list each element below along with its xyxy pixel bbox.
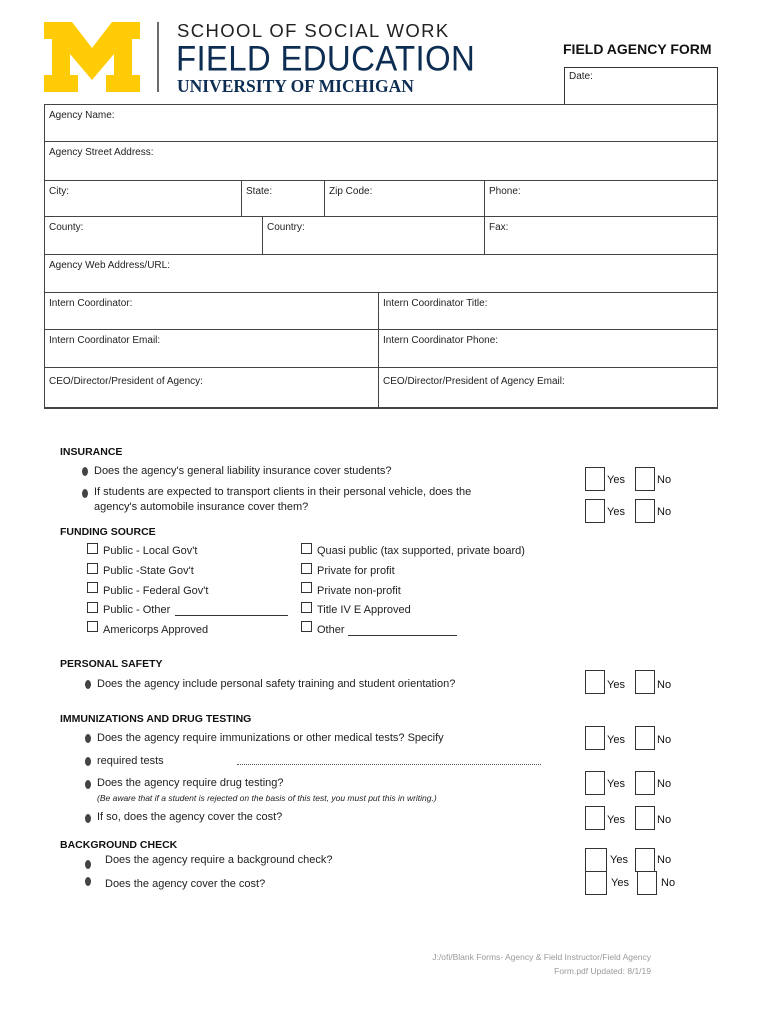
funding-nonprofit-checkbox[interactable] xyxy=(301,582,312,593)
zip-label: Zip Code: xyxy=(329,186,373,197)
public-other-line[interactable] xyxy=(175,615,288,616)
school-name: SCHOOL OF SOCIAL WORK xyxy=(177,20,450,41)
immunizations-q1: Does the agency require immunizations or other medical tests? Specify xyxy=(97,732,444,744)
drug-testing-q: Does the agency require drug testing? xyxy=(97,777,284,789)
funding-federal-checkbox[interactable] xyxy=(87,582,98,593)
bullet-icon xyxy=(85,680,91,689)
no-label: No xyxy=(657,814,672,826)
funding-state-checkbox[interactable] xyxy=(87,563,98,574)
immunizations-q1b: required tests xyxy=(97,755,164,767)
fax-label: Fax: xyxy=(489,222,509,233)
phone-label: Phone: xyxy=(489,186,521,197)
funding-private-profit-label: Private for profit xyxy=(317,565,395,577)
funding-state-label: Public -State Gov't xyxy=(103,565,194,577)
state-field[interactable] xyxy=(241,180,325,217)
web-address-label: Agency Web Address/URL: xyxy=(49,260,170,271)
insurance-q1-no-checkbox[interactable] xyxy=(635,467,655,491)
bullet-icon xyxy=(85,734,91,743)
funding-americorps-label: Americorps Approved xyxy=(103,624,209,636)
drug-testing-no-checkbox[interactable] xyxy=(635,771,655,795)
safety-q1: Does the agency include personal safety training and student orientation? xyxy=(97,678,456,690)
background-q2: Does the agency cover the cost? xyxy=(105,878,266,890)
bullet-icon xyxy=(85,814,91,823)
drug-cost-no-checkbox[interactable] xyxy=(635,806,655,830)
intern-coordinator-field[interactable] xyxy=(44,292,379,330)
state-label: State: xyxy=(246,186,273,197)
yes-label: Yes xyxy=(611,877,629,889)
bullet-icon xyxy=(85,860,91,869)
safety-title: PERSONAL SAFETY xyxy=(60,658,163,670)
drug-cost-q: If so, does the agency cover the cost? xyxy=(97,811,283,823)
safety-no-checkbox[interactable] xyxy=(635,670,655,694)
background-title: BACKGROUND CHECK xyxy=(60,839,178,851)
insurance-q2-no-checkbox[interactable] xyxy=(635,499,655,523)
background-q1: Does the agency require a background check? xyxy=(105,854,333,866)
insurance-q2a: If students are expected to transport clients in their personal vehicle, does the xyxy=(94,486,472,498)
funding-public-other-label: Public - Other xyxy=(103,604,171,616)
date-field[interactable] xyxy=(564,67,718,105)
yes-label: Yes xyxy=(607,679,625,691)
date-label: Date: xyxy=(569,71,593,82)
intern-coordinator-phone-field[interactable] xyxy=(378,329,718,368)
required-tests-line[interactable] xyxy=(237,764,541,765)
funding-titleive-checkbox[interactable] xyxy=(301,602,312,613)
bullet-icon xyxy=(82,467,88,476)
drug-testing-yes-checkbox[interactable] xyxy=(585,771,605,795)
yes-label: Yes xyxy=(607,506,625,518)
street-field[interactable] xyxy=(44,141,718,181)
funding-titleive-label: Title IV E Approved xyxy=(317,604,411,616)
fax-field[interactable] xyxy=(484,216,718,255)
funding-quasi-checkbox[interactable] xyxy=(301,543,312,554)
other-line[interactable] xyxy=(348,635,457,636)
agency-name-label: Agency Name: xyxy=(49,110,115,121)
intern-coordinator-phone-label: Intern Coordinator Phone: xyxy=(383,335,499,346)
insurance-q2-yes-checkbox[interactable] xyxy=(585,499,605,523)
agency-name-field[interactable] xyxy=(44,104,718,142)
funding-americorps-checkbox[interactable] xyxy=(87,621,98,632)
funding-federal-label: Public - Federal Gov't xyxy=(103,585,209,597)
web-address-field[interactable] xyxy=(44,254,718,293)
intern-coordinator-label: Intern Coordinator: xyxy=(49,298,133,309)
yes-label: Yes xyxy=(607,474,625,486)
zip-field[interactable] xyxy=(324,180,485,217)
no-label: No xyxy=(657,474,672,486)
ceo-label: CEO/Director/President of Agency: xyxy=(49,376,203,387)
intern-coordinator-email-field[interactable] xyxy=(44,329,379,368)
immunizations-title: IMMUNIZATIONS AND DRUG TESTING xyxy=(60,713,252,725)
county-label: County: xyxy=(49,222,84,233)
insurance-title: INSURANCE xyxy=(60,446,123,458)
county-field[interactable] xyxy=(44,216,263,255)
no-label: No xyxy=(657,506,672,518)
funding-local-checkbox[interactable] xyxy=(87,543,98,554)
insurance-q2b: agency's automobile insurance cover them? xyxy=(94,501,309,513)
background-cost-yes-checkbox[interactable] xyxy=(585,871,607,895)
city-label: City: xyxy=(49,186,69,197)
immunizations-no-checkbox[interactable] xyxy=(635,726,655,750)
drug-cost-yes-checkbox[interactable] xyxy=(585,806,605,830)
bullet-icon xyxy=(85,877,91,886)
form-title: FIELD AGENCY FORM xyxy=(563,41,712,57)
drug-testing-note: (Be aware that if a student is rejected on the basis of this test, you must put this in writing.) xyxy=(97,793,437,803)
country-label: Country: xyxy=(267,222,305,233)
country-field[interactable] xyxy=(262,216,485,255)
intern-coordinator-title-label: Intern Coordinator Title: xyxy=(383,298,488,309)
no-label: No xyxy=(657,679,672,691)
yes-label: Yes xyxy=(607,778,625,790)
funding-public-other-checkbox[interactable] xyxy=(87,602,98,613)
background-cost-no-checkbox[interactable] xyxy=(637,871,657,895)
no-label: No xyxy=(657,778,672,790)
yes-label: Yes xyxy=(607,734,625,746)
funding-local-label: Public - Local Gov't xyxy=(103,545,198,557)
university-m-logo xyxy=(44,22,140,92)
funding-nonprofit-label: Private non-profit xyxy=(317,585,401,597)
background-check-no-checkbox[interactable] xyxy=(635,848,655,872)
bullet-icon xyxy=(85,780,91,789)
funding-quasi-label: Quasi public (tax supported, private board) xyxy=(317,545,525,557)
no-label: No xyxy=(661,877,676,889)
ceo-email-field[interactable] xyxy=(378,367,718,409)
no-label: No xyxy=(657,734,672,746)
university-name: UNIVERSITY OF MICHIGAN xyxy=(177,76,414,96)
safety-yes-checkbox[interactable] xyxy=(585,670,605,694)
footer-updated: Form.pdf Updated: 8/1/19 xyxy=(554,966,651,976)
phone-field[interactable] xyxy=(484,180,718,217)
city-field[interactable] xyxy=(44,180,242,217)
bullet-icon xyxy=(82,489,88,498)
funding-private-profit-checkbox[interactable] xyxy=(301,563,312,574)
bullet-icon xyxy=(85,757,91,766)
insurance-q1: Does the agency's general liability insurance cover students? xyxy=(94,465,392,477)
ceo-field[interactable] xyxy=(44,367,379,409)
funding-other-checkbox[interactable] xyxy=(301,621,312,632)
background-check-yes-checkbox[interactable] xyxy=(585,848,607,872)
funding-title: FUNDING SOURCE xyxy=(60,526,156,538)
funding-other-label: Other xyxy=(317,624,345,636)
insurance-q1-yes-checkbox[interactable] xyxy=(585,467,605,491)
ceo-email-label: CEO/Director/President of Agency Email: xyxy=(383,376,565,387)
program-name: FIELD EDUCATION xyxy=(176,38,476,78)
header-divider xyxy=(157,22,159,92)
no-label: No xyxy=(657,854,672,866)
intern-coordinator-title-field[interactable] xyxy=(378,292,718,330)
yes-label: Yes xyxy=(607,814,625,826)
yes-label: Yes xyxy=(610,854,628,866)
intern-coordinator-email-label: Intern Coordinator Email: xyxy=(49,335,161,346)
street-label: Agency Street Address: xyxy=(49,147,154,158)
immunizations-yes-checkbox[interactable] xyxy=(585,726,605,750)
footer-path: J:/ofi/Blank Forms- Agency & Field Instructor/Field Agency xyxy=(432,952,651,962)
